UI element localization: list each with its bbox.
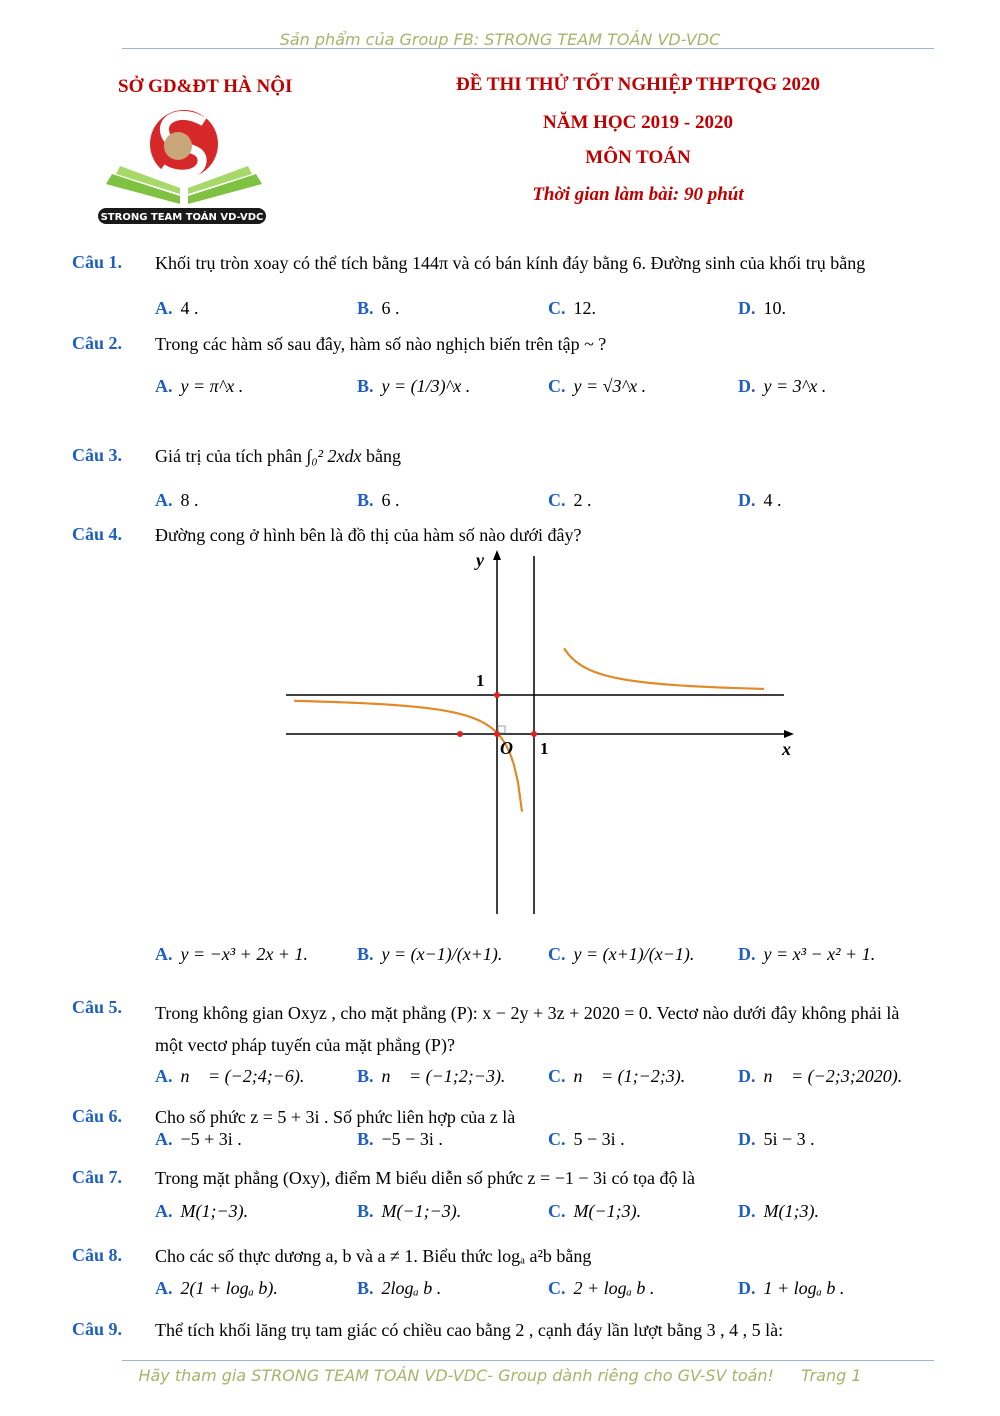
exam-title: ĐỀ THI THỬ TỐT NGHIỆP THPTQG 2020	[456, 74, 820, 95]
footer	[0, 1366, 1000, 1385]
time-limit: Thời gian làm bài: 90 phút	[532, 184, 744, 205]
question-2-text: Trong các hàm số sau đây, hàm số nào nghịch biến trên tập ~ ?	[155, 334, 607, 354]
question-9-number: Câu 9.	[72, 1319, 123, 1339]
x-axis-arrow	[784, 730, 794, 738]
question-7-number: Câu 7.	[72, 1167, 123, 1187]
question-6-number: Câu 6.	[72, 1106, 123, 1126]
question-6-option-a: A. −5 + 3i .	[155, 1129, 242, 1149]
question-3-option-d: D. 4 .	[738, 490, 782, 510]
question-7-option-d: D. M(1;3).	[738, 1201, 819, 1221]
question-2-option-d: D. y = 3^x .	[738, 376, 827, 396]
curve-left-branch	[294, 701, 522, 812]
question-1-option-b: B. 6 .	[357, 298, 400, 318]
question-5-option-b: B. n⃗ = (−1;2;−3).	[357, 1066, 506, 1086]
page-number: Trang 1	[801, 1366, 862, 1385]
subject: MÔN TOÁN	[585, 147, 691, 168]
question-3-text: Giá trị của tích phân ∫₀² 2xdx bằng	[155, 446, 402, 466]
question-2-option-c: C. y = √3^x .	[548, 376, 647, 396]
x-tick-1-label: 1	[540, 739, 549, 758]
question-1-number: Câu 1.	[72, 252, 123, 272]
header-rule	[122, 48, 934, 49]
point-y-intercept-1	[494, 692, 500, 698]
question-3-option-a: A. 8 .	[155, 490, 199, 510]
y-axis-label: y	[476, 550, 484, 570]
group-banner: Sản phẩm của Group FB: STRONG TEAM TOÁN VD-VDC	[279, 30, 721, 49]
question-4-option-d: D. y = x³ − x² + 1.	[738, 944, 876, 964]
question-1-option-d: D. 10.	[738, 298, 786, 318]
y-tick-1-label: 1	[476, 671, 485, 690]
question-8-option-d: D. 1 + logₐ b .	[738, 1278, 845, 1298]
question-4-text: Đường cong ở hình bên là đồ thị của hàm số nào dưới đây?	[155, 525, 582, 545]
question-1-option-a: A. 4 .	[155, 298, 199, 318]
question-3-option-c: C. 2 .	[548, 490, 592, 510]
footer-rule	[122, 1360, 934, 1361]
question-4-option-c: C. y = (x+1)/(x−1).	[548, 944, 695, 964]
question-4-option-b: B. y = (x−1)/(x+1).	[357, 944, 503, 964]
question-6-option-c: C. 5 − 3i .	[548, 1129, 625, 1149]
department-name: SỞ GD&ĐT HÀ NỘI	[118, 76, 293, 97]
point-x-1	[531, 731, 537, 737]
hyperbola-graph	[280, 548, 800, 918]
question-5-option-d: D. n⃗ = (−2;3;2020).	[738, 1066, 903, 1086]
question-1-text: Khối trụ tròn xoay có thể tích bằng 144π và có bán kính đáy bằng 6. Đường sinh của khối trụ bằng	[155, 253, 866, 273]
x-axis-label: x	[782, 739, 791, 759]
footer-text: Hãy tham gia STRONG TEAM TOÁN VD-VDC- Group dành riêng cho GV-SV toán!	[138, 1366, 774, 1385]
question-6-text: Cho số phức z = 5 + 3i . Số phức liên hợp của z là	[155, 1107, 516, 1127]
question-8-option-a: A. 2(1 + logₐ b).	[155, 1278, 278, 1298]
question-2-number: Câu 2.	[72, 333, 123, 353]
point-x-intercept	[457, 731, 463, 737]
question-6-option-d: D. 5i − 3 .	[738, 1129, 815, 1149]
question-9-text: Thể tích khối lăng trụ tam giác có chiều cao bằng 2 , cạnh đáy lần lượt bằng 3 , 4 , 5 là:	[155, 1320, 784, 1340]
question-8-option-b: B. 2logₐ b .	[357, 1278, 442, 1298]
question-3-number: Câu 3.	[72, 445, 123, 465]
question-6-option-b: B. −5 − 3i .	[357, 1129, 443, 1149]
question-2-option-a: A. y = π^x .	[155, 376, 244, 396]
question-7-option-a: A. M(1;−3).	[155, 1201, 249, 1221]
question-5-text: Trong không gian Oxyz , cho mặt phẳng (P): x − 2y + 3z + 2020 = 0. Vectơ nào dưới đây không phải là một vectơ pháp tuyến của mặt phẳng (P)?	[155, 1003, 900, 1055]
question-4-option-a: A. y = −x³ + 2x + 1.	[155, 944, 308, 964]
question-3-option-b: B. 6 .	[357, 490, 400, 510]
y-axis-arrow	[493, 550, 501, 560]
svg-text:STRONG TEAM TOÁN VD-VDC: STRONG TEAM TOÁN VD-VDC	[100, 212, 264, 223]
team-logo	[92, 104, 272, 228]
question-7-text: Trong mặt phẳng (Oxy), điểm M biểu diễn số phức z = −1 − 3i có tọa độ là	[155, 1168, 695, 1188]
school-year: NĂM HỌC 2019 - 2020	[543, 112, 733, 133]
origin-label: O	[500, 738, 513, 758]
question-5-option-a: A. n⃗ = (−2;4;−6).	[155, 1066, 305, 1086]
question-5-option-c: C. n⃗ = (1;−2;3).	[548, 1066, 686, 1086]
question-1-option-c: C. 12.	[548, 298, 596, 318]
question-8-number: Câu 8.	[72, 1245, 123, 1265]
question-7-option-b: B. M(−1;−3).	[357, 1201, 462, 1221]
point-origin	[494, 731, 500, 737]
question-7-option-c: C. M(−1;3).	[548, 1201, 642, 1221]
question-5-number: Câu 5.	[72, 997, 123, 1017]
question-8-option-c: C. 2 + logₐ b .	[548, 1278, 655, 1298]
question-4-number: Câu 4.	[72, 524, 123, 544]
question-2-option-b: B. y = (1/3)^x .	[357, 376, 471, 396]
question-8-text: Cho các số thực dương a, b và a ≠ 1. Biểu thức logₐ a²b bằng	[155, 1246, 592, 1266]
integral-expression: ∫₀² 2xdx	[306, 446, 362, 466]
curve-right-branch	[564, 648, 764, 689]
